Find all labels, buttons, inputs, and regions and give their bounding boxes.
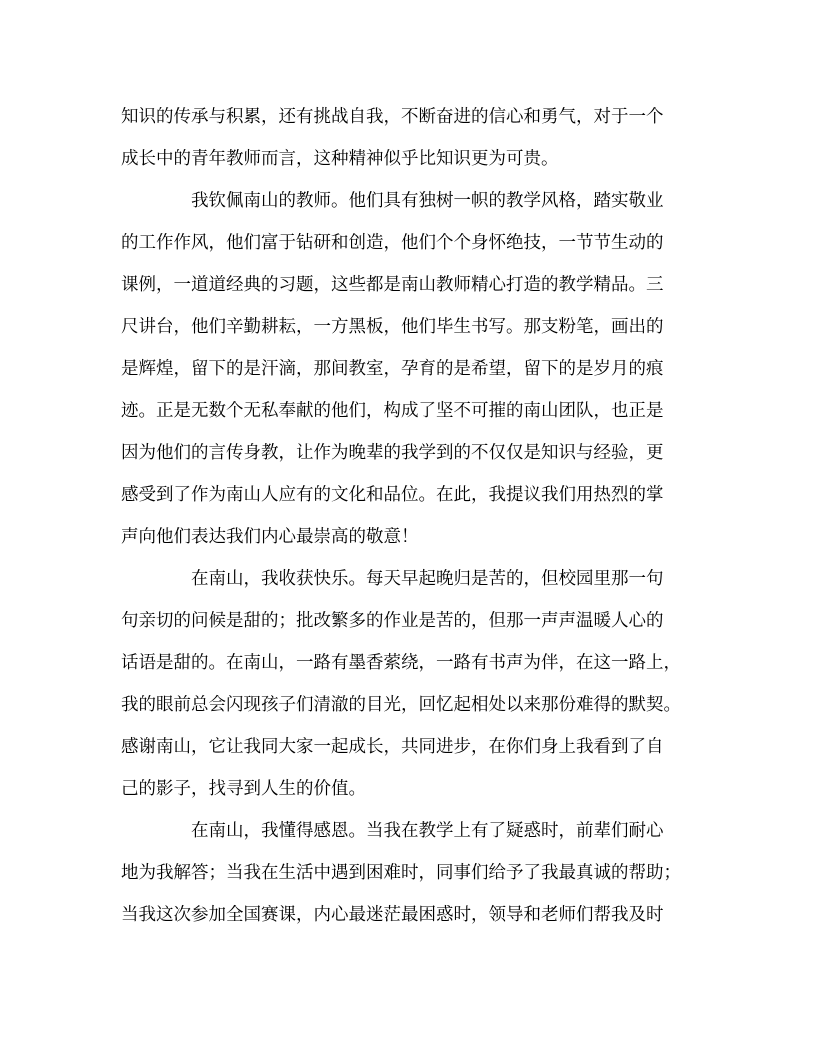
text-line: 我的眼前总会闪现孩子们清澈的目光，回忆起相处以来那份难得的默契。 [121, 695, 681, 715]
text-line: 感谢南山，它让我同大家一起成长，共同进步，在你们身上我看到了自 [121, 737, 664, 757]
text-line: 成长中的青年教师而言，这种精神似乎比知识更为可贵。 [121, 149, 559, 169]
text-line: 因为他们的言传身教，让作为晚辈的我学到的不仅仅是知识与经验，更 [121, 443, 664, 463]
text-line: 课例，一道道经典的习题，这些都是南山教师精心打造的教学精品。三 [121, 275, 664, 295]
text-line: 地为我解答；当我在生活中遇到困难时，同事们给予了我最真诚的帮助； [121, 863, 681, 883]
text-line: 迹。正是无数个无私奉献的他们，构成了坚不可摧的南山团队，也正是 [121, 401, 664, 421]
text-line: 知识的传承与积累，还有挑战自我，不断奋进的信心和勇气，对于一个 [121, 107, 664, 127]
text-line: 当我这次参加全国赛课，内心最迷茫最困惑时，领导和老师们帮我及时 [121, 905, 664, 925]
text-line: 句亲切的问候是甜的；批改繁多的作业是苦的，但那一声声温暖人心的 [121, 611, 664, 631]
text-line: 尺讲台，他们辛勤耕耘，一方黑板，他们毕生书写。那支粉笔，画出的 [121, 317, 664, 337]
text-line: 感受到了作为南山人应有的文化和品位。在此，我提议我们用热烈的掌 [121, 485, 664, 505]
text-line: 的工作作风，他们富于钻研和创造，他们个个身怀绝技，一节节生动的 [121, 233, 664, 253]
text-line: 己的影子，找寻到人生的价值。 [121, 779, 366, 799]
paragraph-start-line: 我钦佩南山的教师。他们具有独树一帜的教学风格，踏实敬业 [191, 191, 664, 211]
text-line: 声向他们表达我们内心最崇高的敬意！ [121, 527, 419, 547]
paragraph-start-line: 在南山，我懂得感恩。当我在教学上有了疑惑时，前辈们耐心 [191, 821, 664, 841]
paragraph-start-line: 在南山，我收获快乐。每天早起晚归是苦的，但校园里那一句 [191, 569, 664, 589]
text-line: 话语是甜的。在南山，一路有墨香萦绕，一路有书声为伴，在这一路上， [121, 653, 681, 673]
text-line: 是辉煌，留下的是汗滴，那间教室，孕育的是希望，留下的是岁月的痕 [121, 359, 664, 379]
